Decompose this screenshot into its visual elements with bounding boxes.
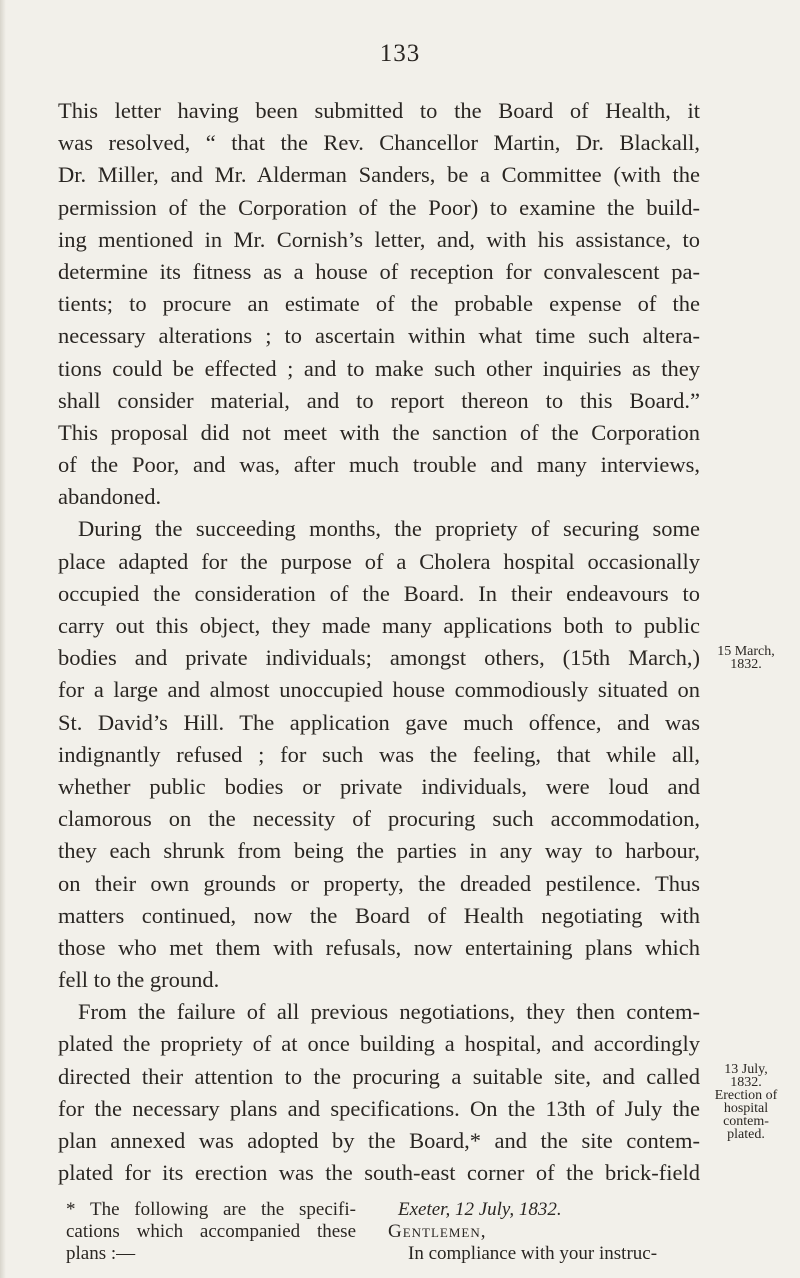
text-line: was resolved, “ that the Rev. Chancellor Martin, Dr. Blackall, <box>58 130 700 156</box>
text-line: plated the propriety of at once building a hospital, and accordingly <box>58 1031 700 1057</box>
letter-place-date: Exeter, 12 July, 1832. <box>398 1199 562 1220</box>
letter-salutation: Gentlemen, <box>388 1221 487 1242</box>
text-line: occupied the consideration of the Board. In their endeavours to <box>58 580 700 606</box>
margin-note-march <box>706 645 786 671</box>
margin-note-line: contem- <box>723 1114 769 1129</box>
text-line: place adapted for the purpose of a Cholera hospital occasionally <box>58 548 700 574</box>
page-number: 133 <box>379 40 421 67</box>
text-line: From the failure of all previous negotiations, they then contem- <box>78 999 700 1025</box>
text-line: whether public bodies or private individuals, were loud and <box>58 773 700 799</box>
text-line: carry out this object, they made many applications both to public <box>58 613 700 638</box>
text-line: those who met them with refusals, now entertaining plans which <box>58 934 700 960</box>
text-line: tients; to procure an estimate of the probable expense of the <box>58 291 700 317</box>
margin-note-line: hospital <box>723 1101 769 1116</box>
footnote-line: plans :— <box>66 1243 136 1264</box>
margin-note-line: 1832. <box>730 657 762 672</box>
margin-note-line: plated. <box>727 1127 765 1142</box>
text-line: ing mentioned in Mr. Cornish’s letter, and, with his assistance, to <box>58 226 700 252</box>
text-line: abandoned. <box>58 484 162 510</box>
margin-note-line: Erection of <box>714 1088 778 1103</box>
text-line: on their own grounds or property, the dreaded pestilence. Thus <box>58 870 700 896</box>
letter-text: In compliance with your instruc- <box>408 1243 658 1264</box>
text-line: bodies and private individuals; amongst others, (15th March,) <box>58 645 700 671</box>
text-line: tions could be effected ; and to make such other inquiries as they <box>58 355 700 381</box>
text-line: During the succeeding months, the propriety of securing some <box>78 516 700 542</box>
text-line: they each shrunk from being the parties in any way to harbour, <box>58 838 700 864</box>
footnote-left <box>66 1199 356 1265</box>
text-line: fell to the ground. <box>58 967 220 993</box>
text-line: indignantly refused ; for such was the feeling, that while all, <box>58 741 700 767</box>
margin-note-line: 15 March, <box>717 644 775 659</box>
margin-note-july <box>706 1063 786 1141</box>
footnote-line: cations which accompanied these <box>66 1221 356 1242</box>
text-line: permission of the Corporation of the Poor) to examine the build- <box>58 194 700 220</box>
text-line: determine its fitness as a house of reception for convalescent pa- <box>58 258 700 284</box>
text-line: for a large and almost unoccupied house commodiously situated on <box>58 677 700 703</box>
text-line: plan annexed was adopted by the Board,* and the site contem- <box>58 1128 700 1153</box>
footnote-line: * The following are the specifi- <box>66 1199 356 1220</box>
text-line: matters continued, now the Board of Health negotiating with <box>58 902 700 928</box>
text-line: necessary alterations ; to ascertain within what time such altera- <box>58 323 700 349</box>
text-line: shall consider material, and to report thereon to this Board.” <box>58 387 700 413</box>
text-line: Dr. Miller, and Mr. Alderman Sanders, be a Committee (with the <box>58 162 700 188</box>
text-line: St. David’s Hill. The application gave much offence, and was <box>58 709 700 735</box>
text-line: plated for its erection was the south-east corner of the brick-field <box>58 1160 700 1186</box>
margin-note-line: 1832. <box>730 1075 762 1090</box>
margin-note-line: 13 July, <box>724 1062 768 1077</box>
text-line: of the Poor, and was, after much trouble and many interviews, <box>58 452 700 478</box>
text-line: This letter having been submitted to the Board of Health, it <box>58 98 700 123</box>
text-line: clamorous on the necessity of procuring such accommodation, <box>58 806 700 832</box>
page-edge <box>0 0 6 1278</box>
footnote-right <box>388 1199 708 1265</box>
main-text <box>58 95 700 1189</box>
text-line: directed their attention to the procuring a suitable site, and called <box>58 1063 700 1089</box>
text-line: This proposal did not meet with the sanction of the Corporation <box>58 419 700 445</box>
text-line: for the necessary plans and specifications. On the 13th of July the <box>58 1095 700 1121</box>
